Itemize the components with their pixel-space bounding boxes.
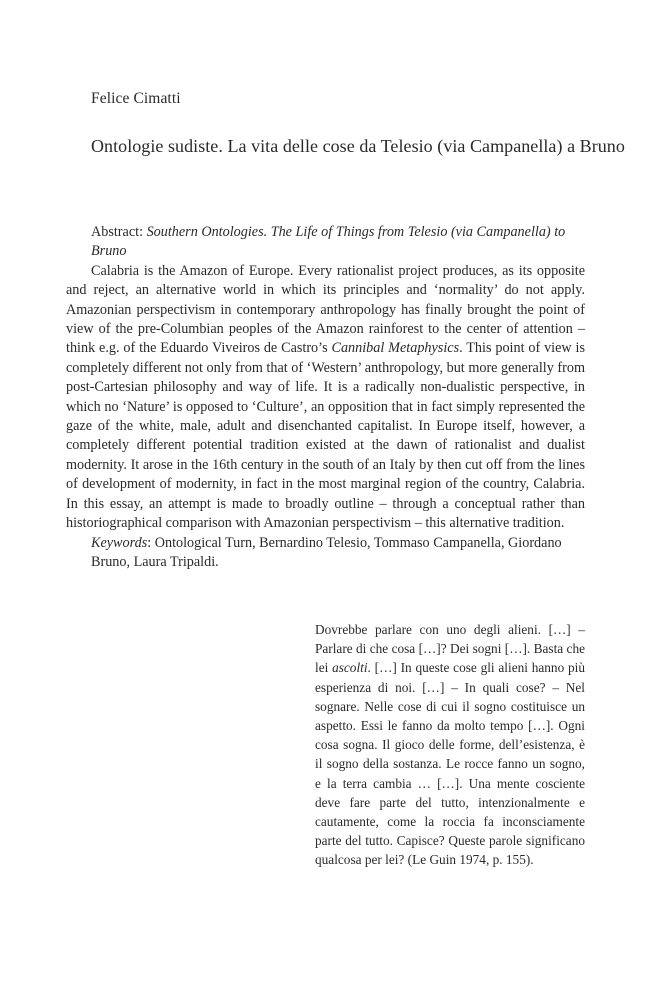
epigraph-part1: Dovrebbe parlare con uno degli alieni. […] – Parlare di che cosa […]? Dei sogni […]. Basta che lei — [315, 622, 585, 676]
abstract-cited-work: Cannibal Metaphysics — [331, 340, 460, 357]
keywords-label: Keywords — [91, 534, 148, 551]
epigraph-quote — [315, 620, 585, 870]
abstract-body-part1: Calabria is the Amazon of Europe. Every rationalist project produces, as its opposite and reject, an alternative world in which its principles and ‘normality’ do not apply. Amazonian perspectivism in contemporary anthropology has finally brought the point of view of the pre-Columbian peoples of the Amazon rainforest to the center of attention – think e.g. of the Eduardo Viveiros de Castro’s — [66, 262, 585, 357]
keywords-list: Ontological Turn, Bernardino Telesio, Tommaso Campanella, Giordano Bruno, Laura Tripaldi. — [91, 534, 562, 570]
abstract-section — [66, 223, 585, 572]
author-name: Felice Cimatti — [91, 90, 181, 107]
epigraph-part2: . […] In queste cose gli alieni hanno più esperienza di noi. […] – In quali cose? – Nel sognare. Nelle cose di cui il sogno costituisce un aspetto. Essi le fanno da molto tempo […]. Ogni cosa sogna. Il gioco delle forme, dell’esistenza, è il sogno della sostanza. Le rocce fanno un sogno, e la terra cambia … […]. Una mente cosciente deve fare parte del tutto, intenzionalmente e cautamente, come la roccia fa inconsciamente parte del tutto. Capisce? Queste parole significano qualcosa per lei? (Le Guin 1974, p. 155). — [315, 660, 585, 868]
abstract-body-part2: . This point of view is completely different not only from that of ‘Western’ anthropology, but more generally from post-Cartesian philosophy and way of life. It is a radically non-dualistic perspective, in which no ‘Nature’ is opposed to ‘Culture’, an opposition that in fact simply represented the gaze of the white, male, adult and disenchanted capitalist. In Europe itself, however, a completely different potential tradition existed at the dawn of rationalist and dualist modernity. It arose in the 16th century in the south of an Italy by then cut off from the lines of development of modernity, in fact in the most marginal region of the country, Calabria. In this essay, an attempt is made to broadly outline – through a conceptual rather than historiographical comparison with Amazonian perspectivism – this alternative tradition. — [66, 340, 585, 532]
epigraph-emphasis: ascolti — [332, 660, 368, 676]
keywords-line: Keywords: Ontological Turn, Bernardino Telesio, Tommaso Campanella, Giordano Bruno, Laura Tripaldi. — [91, 534, 562, 570]
abstract-english-title: Southern Ontologies. The Life of Things from Telesio (via Campanella) to Bruno — [91, 224, 566, 260]
abstract-heading — [91, 223, 585, 262]
abstract-body — [66, 262, 585, 534]
article-title: Ontologie sudiste. La vita delle cose da Telesio (via Campanella) a Bruno — [91, 136, 625, 156]
abstract-label: Abstract: — [91, 224, 144, 240]
